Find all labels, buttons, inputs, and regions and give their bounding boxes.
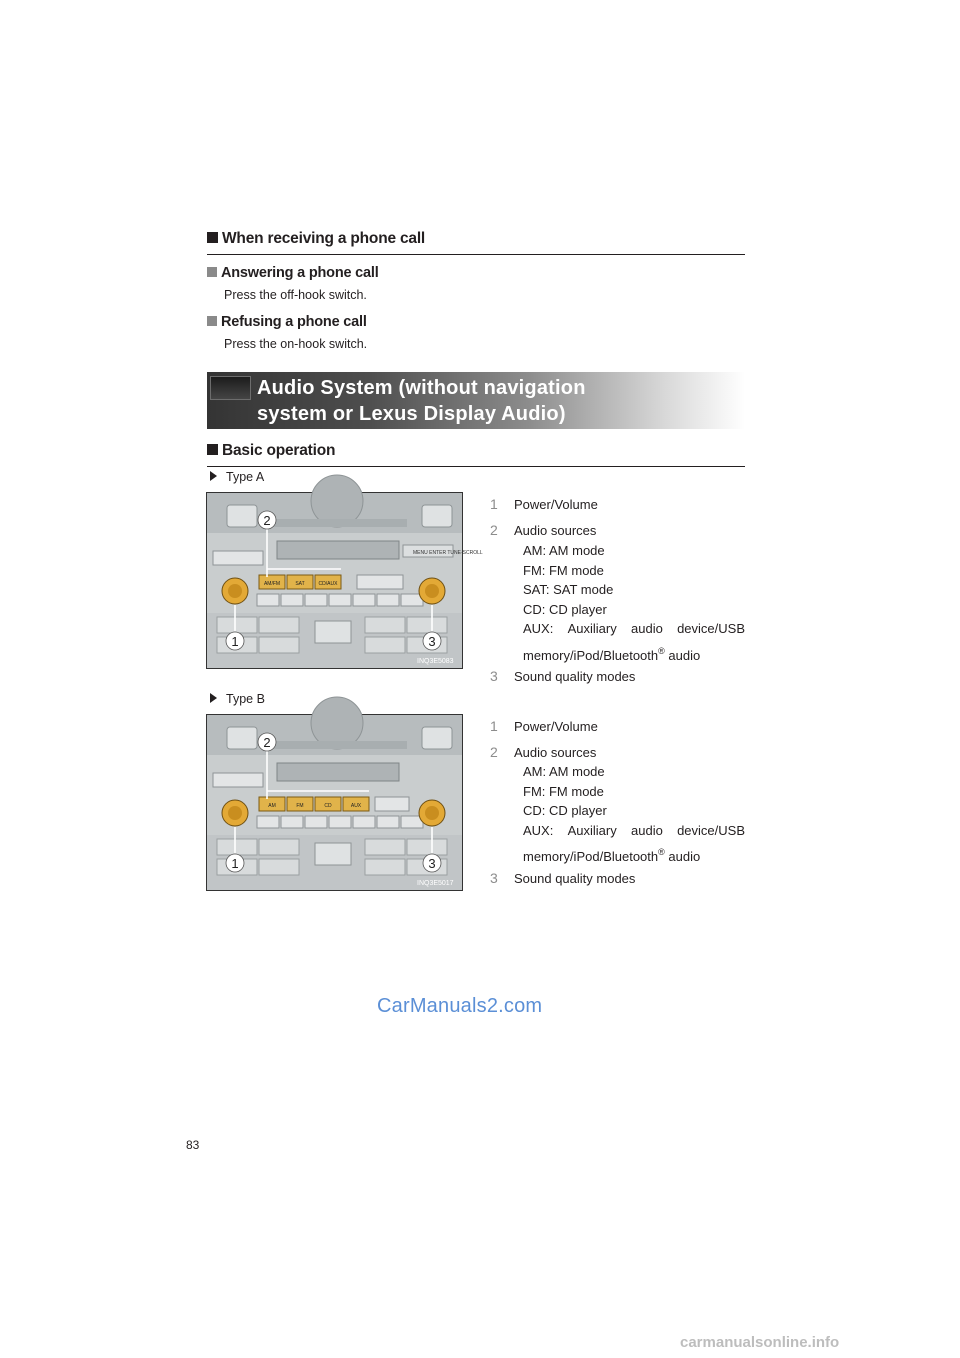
svg-text:AM: AM: [268, 803, 276, 809]
svg-text:CD/AUX: CD/AUX: [318, 581, 338, 587]
square-bullet-icon: [207, 316, 217, 326]
item-power-volume: Power/Volume: [514, 719, 598, 734]
square-bullet-icon: [207, 444, 218, 455]
source-buttons: [259, 575, 341, 589]
list-item-aux-cont: memory/iPod/Bluetooth® audio: [523, 645, 701, 663]
refusing-heading: Refusing a phone call: [207, 314, 367, 330]
item-audio-sources: Audio sources: [514, 523, 597, 538]
audio-sources-list: [523, 762, 745, 867]
list-item: FM: FM mode: [523, 783, 604, 799]
list-item-aux-cont: memory/iPod/Bluetooth® audio: [523, 847, 701, 864]
banner-tab-graphic: [210, 376, 251, 400]
svg-text:3: 3: [428, 856, 436, 871]
section-heading: When receiving a phone call: [207, 230, 745, 255]
list-item-aux: AUX: Auxiliary audio device/USB: [523, 621, 745, 636]
svg-text:1: 1: [231, 634, 239, 649]
answering-text: Press the off-hook switch.: [224, 288, 367, 302]
item-audio-sources: Audio sources: [514, 745, 597, 760]
type-a-label: Type A: [208, 470, 264, 484]
watermark-text: CarManuals2.com: [377, 995, 543, 1017]
item-power-volume: Power/Volume: [514, 497, 598, 512]
callout-number-3: 3: [490, 668, 498, 684]
callout-number-2: 2: [490, 744, 498, 760]
basic-operation-heading: Basic operation: [207, 442, 745, 467]
figure-code: INQ3E5083: [417, 658, 454, 665]
answering-heading: Answering a phone call: [207, 265, 379, 281]
svg-text:2: 2: [263, 513, 271, 528]
svg-text:SAT: SAT: [295, 581, 305, 587]
panel-label-text: MENU ENTER TUNE·SCROLL: [413, 550, 483, 556]
type-b-figure: [206, 714, 463, 891]
audio-panel-illustration: [207, 493, 483, 668]
svg-text:AM/FM: AM/FM: [263, 581, 281, 587]
audio-panel-illustration: [207, 715, 462, 890]
item-sound-quality: Sound quality modes: [514, 871, 636, 886]
list-item: AM: AM mode: [523, 543, 605, 558]
audio-sources-list: [523, 541, 745, 665]
svg-text:2: 2: [263, 735, 271, 750]
banner-title: Audio System (without navigation system or Lexus Display Audio): [257, 377, 586, 425]
figure-code: INQ3E5017: [417, 880, 454, 887]
triangle-arrow-icon: [210, 471, 217, 481]
list-item: AM: AM mode: [523, 764, 605, 779]
type-a-figure: [206, 492, 483, 669]
callout-number-1: 1: [490, 718, 498, 734]
svg-text:FM: FM: [296, 803, 304, 809]
type-b-label: Type B: [208, 692, 265, 706]
item-sound-quality: Sound quality modes: [514, 669, 636, 684]
callout-number-2: 2: [490, 522, 498, 538]
footer-watermark: carmanualsonline.info: [680, 1334, 840, 1351]
list-item-aux: AUX: Auxiliary audio device/USB: [523, 822, 745, 838]
svg-text:3: 3: [428, 634, 436, 649]
list-item: CD: CD player: [523, 601, 607, 617]
page-number: 83: [186, 1138, 200, 1152]
svg-text:CD: CD: [324, 803, 332, 809]
svg-text:AUX: AUX: [350, 803, 362, 809]
list-item: FM: FM mode: [523, 562, 604, 578]
callout-number-3: 3: [490, 870, 498, 886]
list-item: CD: CD player: [523, 803, 607, 818]
callout-number-1: 1: [490, 496, 498, 512]
square-bullet-icon: [207, 232, 218, 243]
svg-text:1: 1: [231, 856, 239, 871]
triangle-arrow-icon: [210, 693, 217, 703]
list-item: SAT: SAT mode: [523, 582, 614, 597]
square-bullet-icon: [207, 267, 217, 277]
refusing-text: Press the on-hook switch.: [224, 337, 368, 351]
